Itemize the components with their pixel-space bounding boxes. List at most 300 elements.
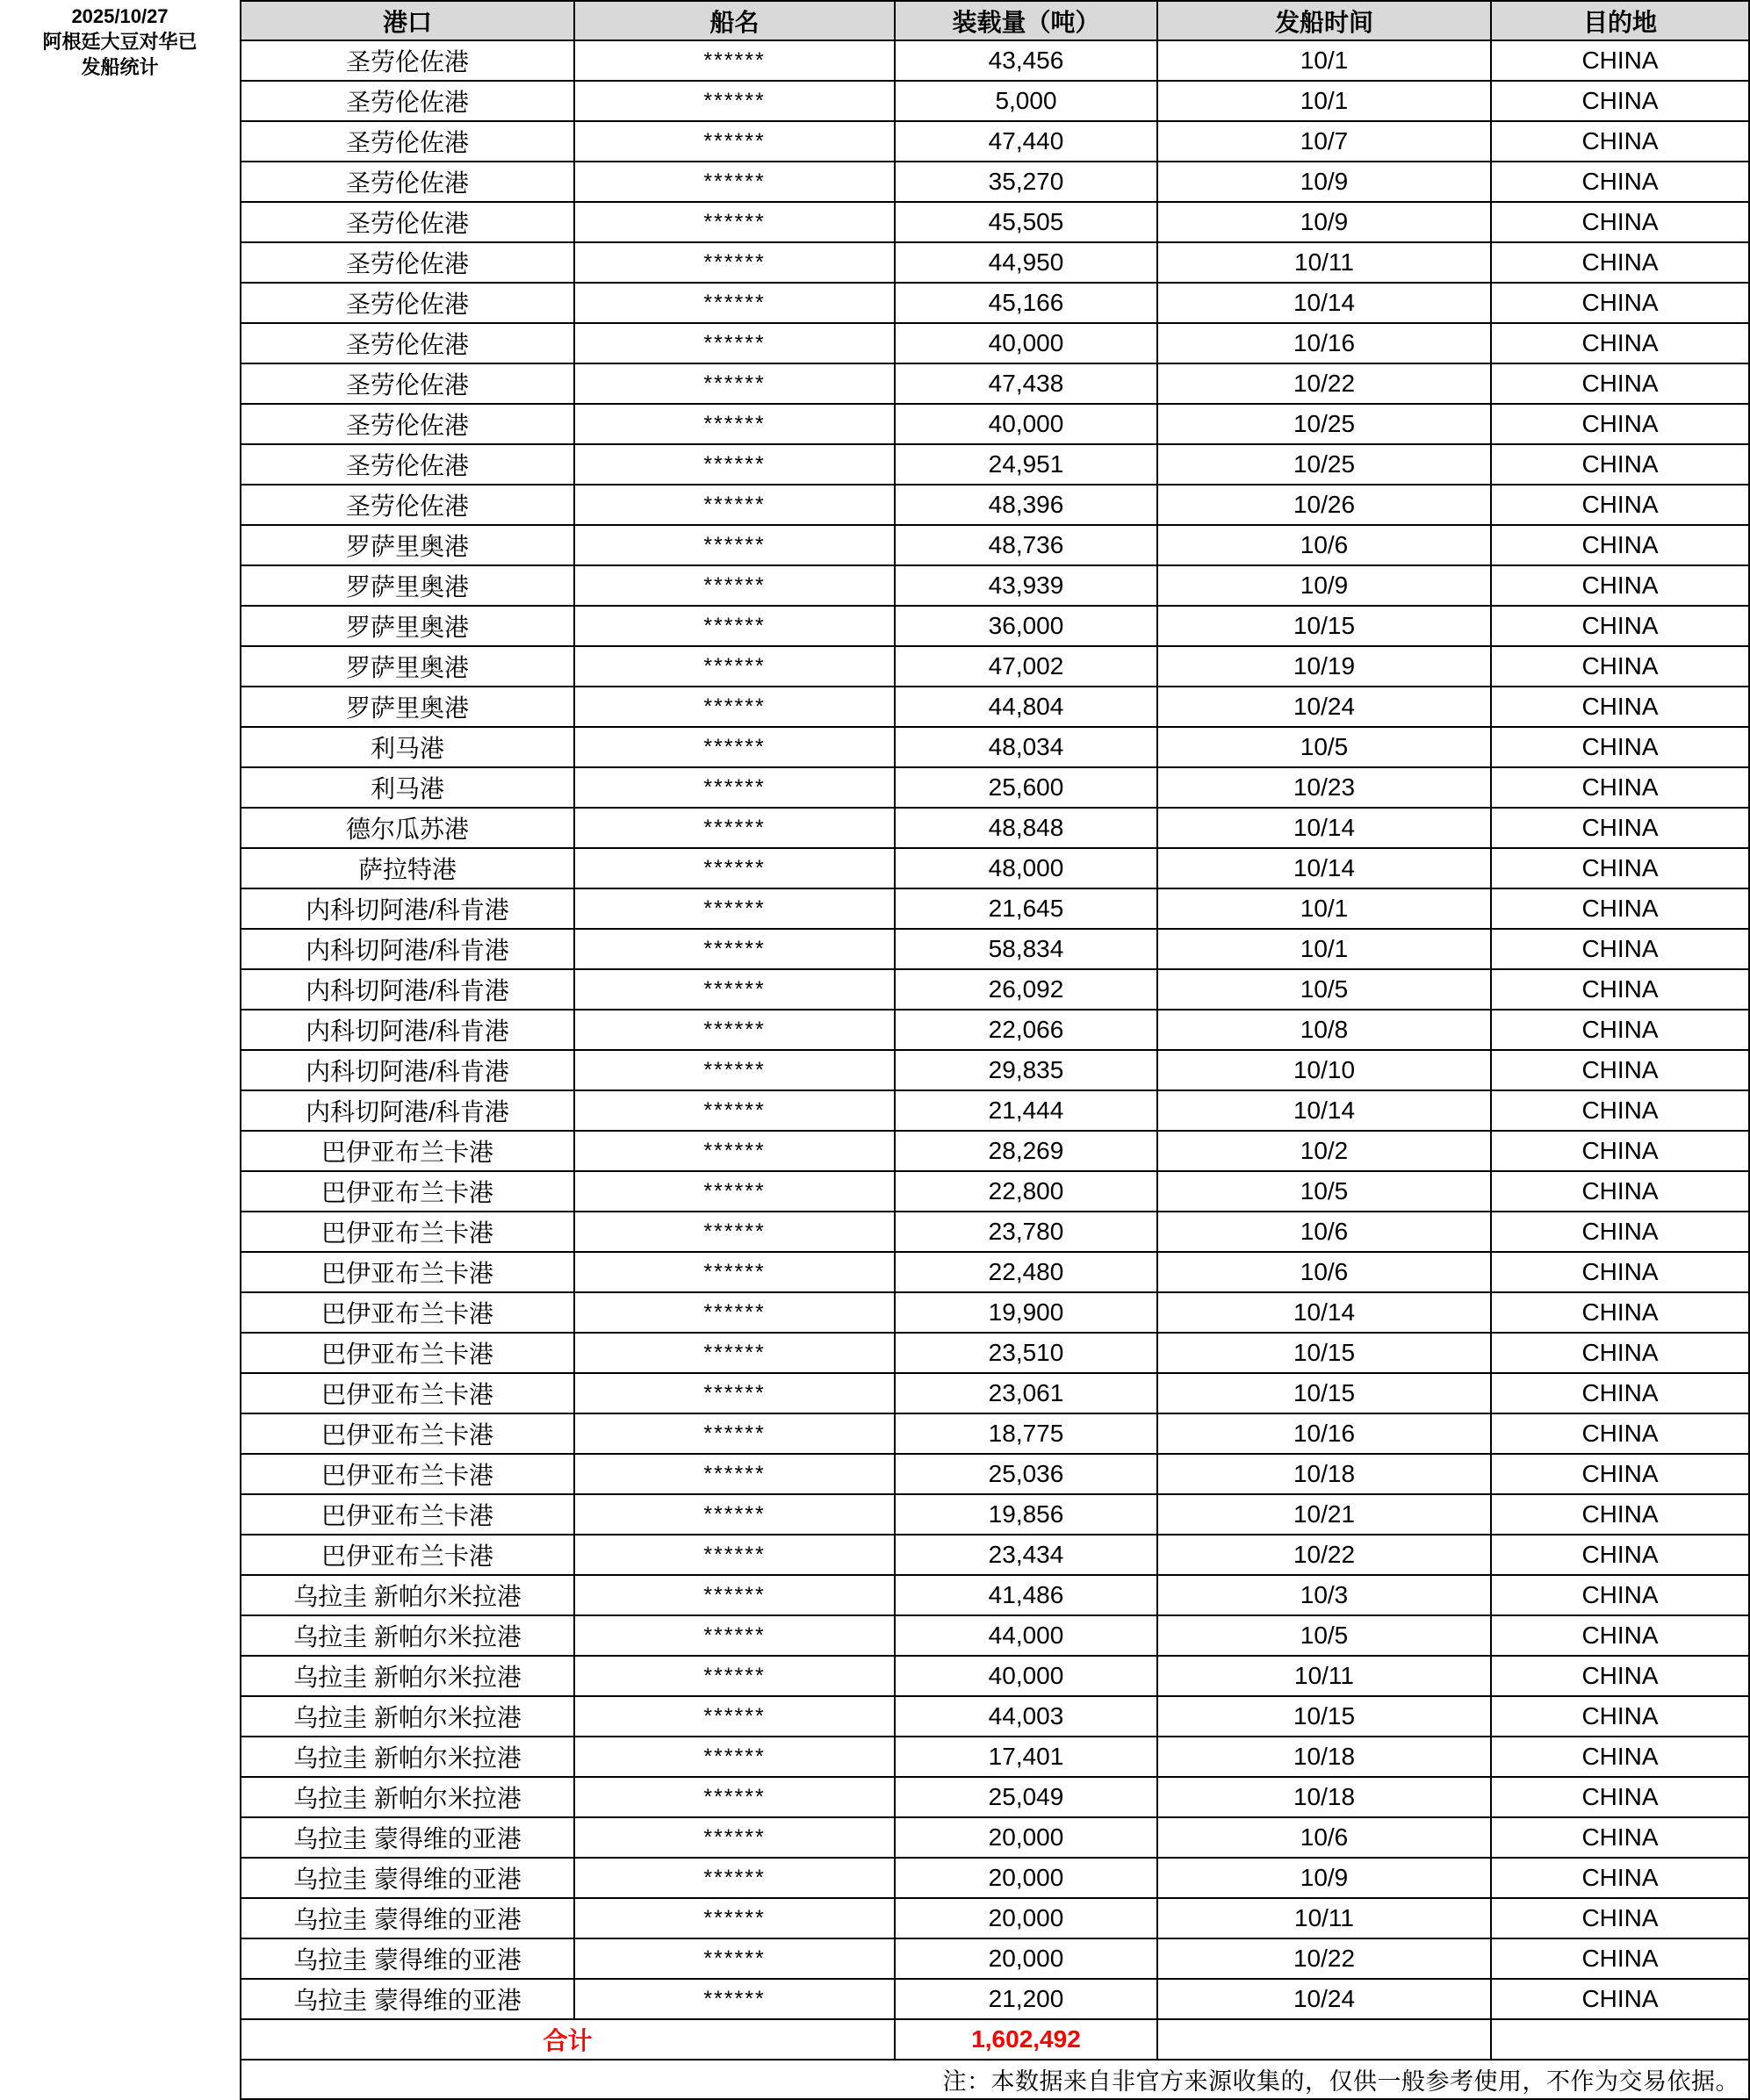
quantity-cell: 47,002 <box>895 646 1157 687</box>
ship-cell: ****** <box>574 1171 895 1212</box>
ship-cell: ****** <box>574 888 895 929</box>
ship-cell: ****** <box>574 1817 895 1858</box>
table-row <box>241 606 1749 646</box>
quantity-cell: 26,092 <box>895 969 1157 1010</box>
date-cell: 10/14 <box>1157 283 1491 323</box>
port-cell: 巴伊亚布兰卡港 <box>241 1373 574 1413</box>
date-cell: 10/6 <box>1157 1817 1491 1858</box>
date-cell: 10/8 <box>1157 1010 1491 1050</box>
destination-cell: CHINA <box>1491 1373 1749 1413</box>
ship-cell: ****** <box>574 1979 895 2019</box>
port-cell: 内科切阿港/科肯港 <box>241 969 574 1010</box>
ship-cell: ****** <box>574 363 895 404</box>
date-cell: 10/6 <box>1157 1212 1491 1252</box>
date-cell: 10/14 <box>1157 808 1491 848</box>
date-cell: 10/6 <box>1157 525 1491 565</box>
port-cell: 圣劳伦佐港 <box>241 121 574 162</box>
total-label: 合计 <box>241 2019 895 2060</box>
destination-cell: CHINA <box>1491 1817 1749 1858</box>
destination-cell: CHINA <box>1491 888 1749 929</box>
port-cell: 巴伊亚布兰卡港 <box>241 1454 574 1494</box>
quantity-cell: 18,775 <box>895 1413 1157 1454</box>
ship-cell: ****** <box>574 1898 895 1938</box>
quantity-cell: 29,835 <box>895 1050 1157 1090</box>
port-cell: 罗萨里奥港 <box>241 525 574 565</box>
destination-cell: CHINA <box>1491 81 1749 121</box>
quantity-cell: 23,061 <box>895 1373 1157 1413</box>
quantity-cell: 20,000 <box>895 1938 1157 1979</box>
quantity-cell: 47,440 <box>895 121 1157 162</box>
date-cell: 10/7 <box>1157 121 1491 162</box>
quantity-cell: 40,000 <box>895 323 1157 363</box>
header-date: 发船时间 <box>1157 1 1491 40</box>
ship-cell: ****** <box>574 1575 895 1615</box>
report-date: 2025/10/27 <box>71 5 169 27</box>
quantity-cell: 45,505 <box>895 202 1157 242</box>
table-row <box>241 1858 1749 1898</box>
quantity-cell: 20,000 <box>895 1858 1157 1898</box>
date-cell: 10/9 <box>1157 1858 1491 1898</box>
date-cell: 10/24 <box>1157 1979 1491 2019</box>
table-row <box>241 242 1749 283</box>
quantity-cell: 20,000 <box>895 1898 1157 1938</box>
quantity-cell: 44,950 <box>895 242 1157 283</box>
table-row <box>241 283 1749 323</box>
destination-cell: CHINA <box>1491 323 1749 363</box>
quantity-cell: 25,036 <box>895 1454 1157 1494</box>
quantity-cell: 24,951 <box>895 444 1157 485</box>
date-cell: 10/15 <box>1157 1373 1491 1413</box>
ship-cell: ****** <box>574 767 895 808</box>
table-row <box>241 646 1749 687</box>
date-cell: 10/11 <box>1157 242 1491 283</box>
quantity-cell: 48,000 <box>895 848 1157 888</box>
date-cell: 10/6 <box>1157 1252 1491 1292</box>
port-cell: 乌拉圭 蒙得维的亚港 <box>241 1898 574 1938</box>
port-cell: 乌拉圭 新帕尔米拉港 <box>241 1777 574 1817</box>
ship-cell: ****** <box>574 646 895 687</box>
date-cell: 10/19 <box>1157 646 1491 687</box>
date-cell: 10/26 <box>1157 485 1491 525</box>
note-text: 注：本数据来自非官方来源收集的，仅供一般参考使用，不作为交易依据。 <box>241 2060 1749 2099</box>
destination-cell: CHINA <box>1491 606 1749 646</box>
quantity-cell: 40,000 <box>895 404 1157 444</box>
date-cell: 10/25 <box>1157 444 1491 485</box>
ship-cell: ****** <box>574 444 895 485</box>
port-cell: 罗萨里奥港 <box>241 687 574 727</box>
quantity-cell: 19,900 <box>895 1292 1157 1333</box>
table-row <box>241 1171 1749 1212</box>
port-cell: 罗萨里奥港 <box>241 565 574 606</box>
destination-cell: CHINA <box>1491 1050 1749 1090</box>
table-row <box>241 1212 1749 1252</box>
total-destination-empty <box>1491 2019 1749 2060</box>
date-cell: 10/16 <box>1157 323 1491 363</box>
date-cell: 10/5 <box>1157 969 1491 1010</box>
date-cell: 10/5 <box>1157 1171 1491 1212</box>
table-row <box>241 162 1749 202</box>
ship-cell: ****** <box>574 808 895 848</box>
destination-cell: CHINA <box>1491 363 1749 404</box>
port-cell: 乌拉圭 新帕尔米拉港 <box>241 1656 574 1696</box>
destination-cell: CHINA <box>1491 1575 1749 1615</box>
date-cell: 10/22 <box>1157 363 1491 404</box>
ship-cell: ****** <box>574 162 895 202</box>
table-row <box>241 81 1749 121</box>
total-date-empty <box>1157 2019 1491 2060</box>
table-row <box>241 1373 1749 1413</box>
destination-cell: CHINA <box>1491 202 1749 242</box>
date-cell: 10/1 <box>1157 40 1491 81</box>
port-cell: 乌拉圭 新帕尔米拉港 <box>241 1575 574 1615</box>
table-row <box>241 1131 1749 1171</box>
ship-cell: ****** <box>574 1212 895 1252</box>
destination-cell: CHINA <box>1491 1090 1749 1131</box>
table-row <box>241 1656 1749 1696</box>
table-row <box>241 1979 1749 2019</box>
destination-cell: CHINA <box>1491 1494 1749 1535</box>
destination-cell: CHINA <box>1491 444 1749 485</box>
table-row <box>241 1090 1749 1131</box>
date-cell: 10/1 <box>1157 929 1491 969</box>
port-cell: 乌拉圭 新帕尔米拉港 <box>241 1737 574 1777</box>
table-footer <box>241 2019 1749 2099</box>
destination-cell: CHINA <box>1491 1615 1749 1656</box>
quantity-cell: 20,000 <box>895 1817 1157 1858</box>
ship-cell: ****** <box>574 242 895 283</box>
ship-cell: ****** <box>574 323 895 363</box>
ship-cell: ****** <box>574 1373 895 1413</box>
ship-cell: ****** <box>574 1858 895 1898</box>
date-cell: 10/18 <box>1157 1737 1491 1777</box>
port-cell: 圣劳伦佐港 <box>241 283 574 323</box>
ship-cell: ****** <box>574 283 895 323</box>
quantity-cell: 43,939 <box>895 565 1157 606</box>
destination-cell: CHINA <box>1491 646 1749 687</box>
date-cell: 10/25 <box>1157 404 1491 444</box>
date-cell: 10/10 <box>1157 1050 1491 1090</box>
quantity-cell: 58,834 <box>895 929 1157 969</box>
ship-cell: ****** <box>574 848 895 888</box>
table-row <box>241 687 1749 727</box>
ship-cell: ****** <box>574 1050 895 1090</box>
date-cell: 10/15 <box>1157 1696 1491 1737</box>
date-cell: 10/22 <box>1157 1535 1491 1575</box>
port-cell: 巴伊亚布兰卡港 <box>241 1413 574 1454</box>
header-port: 港口 <box>241 1 574 40</box>
table-row <box>241 485 1749 525</box>
port-cell: 乌拉圭 蒙得维的亚港 <box>241 1938 574 1979</box>
ship-cell: ****** <box>574 1615 895 1656</box>
date-cell: 10/15 <box>1157 1333 1491 1373</box>
port-cell: 巴伊亚布兰卡港 <box>241 1494 574 1535</box>
destination-cell: CHINA <box>1491 1535 1749 1575</box>
port-cell: 巴伊亚布兰卡港 <box>241 1171 574 1212</box>
date-cell: 10/1 <box>1157 81 1491 121</box>
port-cell: 巴伊亚布兰卡港 <box>241 1131 574 1171</box>
destination-cell: CHINA <box>1491 1252 1749 1292</box>
destination-cell: CHINA <box>1491 969 1749 1010</box>
destination-cell: CHINA <box>1491 1656 1749 1696</box>
destination-cell: CHINA <box>1491 1413 1749 1454</box>
table-header <box>241 1 1749 40</box>
ship-cell: ****** <box>574 1454 895 1494</box>
table-row <box>241 1535 1749 1575</box>
table-row <box>241 808 1749 848</box>
ship-cell: ****** <box>574 687 895 727</box>
destination-cell: CHINA <box>1491 283 1749 323</box>
ship-cell: ****** <box>574 1777 895 1817</box>
port-cell: 圣劳伦佐港 <box>241 363 574 404</box>
table-row <box>241 1898 1749 1938</box>
destination-cell: CHINA <box>1491 525 1749 565</box>
report-title: 阿根廷大豆对华已发船统计 <box>42 31 198 78</box>
table-row <box>241 1938 1749 1979</box>
destination-cell: CHINA <box>1491 1938 1749 1979</box>
date-cell: 10/15 <box>1157 606 1491 646</box>
table-row <box>241 1575 1749 1615</box>
header-ship: 船名 <box>574 1 895 40</box>
table-row <box>241 1494 1749 1535</box>
table-row <box>241 444 1749 485</box>
port-cell: 内科切阿港/科肯港 <box>241 888 574 929</box>
table-row <box>241 888 1749 929</box>
table-row <box>241 323 1749 363</box>
table-body <box>241 40 1749 2019</box>
date-cell: 10/5 <box>1157 1615 1491 1656</box>
table-row <box>241 767 1749 808</box>
date-cell: 10/11 <box>1157 1898 1491 1938</box>
quantity-cell: 48,034 <box>895 727 1157 767</box>
destination-cell: CHINA <box>1491 808 1749 848</box>
ship-cell: ****** <box>574 1131 895 1171</box>
port-cell: 圣劳伦佐港 <box>241 404 574 444</box>
destination-cell: CHINA <box>1491 1333 1749 1373</box>
destination-cell: CHINA <box>1491 848 1749 888</box>
destination-cell: CHINA <box>1491 40 1749 81</box>
date-cell: 10/9 <box>1157 162 1491 202</box>
destination-cell: CHINA <box>1491 929 1749 969</box>
table-row <box>241 1050 1749 1090</box>
quantity-cell: 40,000 <box>895 1656 1157 1696</box>
table-row <box>241 202 1749 242</box>
quantity-cell: 22,066 <box>895 1010 1157 1050</box>
destination-cell: CHINA <box>1491 565 1749 606</box>
destination-cell: CHINA <box>1491 121 1749 162</box>
table-row <box>241 727 1749 767</box>
table-row <box>241 40 1749 81</box>
table-row <box>241 1333 1749 1373</box>
date-cell: 10/14 <box>1157 848 1491 888</box>
header-destination: 目的地 <box>1491 1 1749 40</box>
port-cell: 罗萨里奥港 <box>241 646 574 687</box>
quantity-cell: 23,780 <box>895 1212 1157 1252</box>
ship-cell: ****** <box>574 1413 895 1454</box>
ship-cell: ****** <box>574 1696 895 1737</box>
date-cell: 10/14 <box>1157 1090 1491 1131</box>
date-cell: 10/9 <box>1157 565 1491 606</box>
quantity-cell: 22,480 <box>895 1252 1157 1292</box>
quantity-cell: 22,800 <box>895 1171 1157 1212</box>
date-cell: 10/18 <box>1157 1454 1491 1494</box>
ship-cell: ****** <box>574 1535 895 1575</box>
port-cell: 乌拉圭 蒙得维的亚港 <box>241 1858 574 1898</box>
destination-cell: CHINA <box>1491 485 1749 525</box>
destination-cell: CHINA <box>1491 1010 1749 1050</box>
quantity-cell: 36,000 <box>895 606 1157 646</box>
date-cell: 10/3 <box>1157 1575 1491 1615</box>
port-cell: 利马港 <box>241 767 574 808</box>
date-cell: 10/11 <box>1157 1656 1491 1696</box>
destination-cell: CHINA <box>1491 242 1749 283</box>
quantity-cell: 25,600 <box>895 767 1157 808</box>
destination-cell: CHINA <box>1491 1454 1749 1494</box>
quantity-cell: 5,000 <box>895 81 1157 121</box>
ship-cell: ****** <box>574 404 895 444</box>
destination-cell: CHINA <box>1491 1171 1749 1212</box>
quantity-cell: 19,856 <box>895 1494 1157 1535</box>
table-row <box>241 969 1749 1010</box>
ship-cell: ****** <box>574 606 895 646</box>
table-row <box>241 1696 1749 1737</box>
ship-cell: ****** <box>574 40 895 81</box>
date-cell: 10/2 <box>1157 1131 1491 1171</box>
table-row <box>241 1010 1749 1050</box>
quantity-cell: 41,486 <box>895 1575 1157 1615</box>
quantity-cell: 23,434 <box>895 1535 1157 1575</box>
date-cell: 10/16 <box>1157 1413 1491 1454</box>
shipment-table <box>240 0 1750 2100</box>
port-cell: 内科切阿港/科肯港 <box>241 1010 574 1050</box>
quantity-cell: 48,848 <box>895 808 1157 848</box>
quantity-cell: 21,444 <box>895 1090 1157 1131</box>
destination-cell: CHINA <box>1491 1131 1749 1171</box>
port-cell: 乌拉圭 新帕尔米拉港 <box>241 1615 574 1656</box>
table-row <box>241 1777 1749 1817</box>
date-cell: 10/18 <box>1157 1777 1491 1817</box>
destination-cell: CHINA <box>1491 1898 1749 1938</box>
quantity-cell: 25,049 <box>895 1777 1157 1817</box>
port-cell: 圣劳伦佐港 <box>241 202 574 242</box>
quantity-cell: 48,736 <box>895 525 1157 565</box>
destination-cell: CHINA <box>1491 1737 1749 1777</box>
table-row <box>241 1252 1749 1292</box>
destination-cell: CHINA <box>1491 687 1749 727</box>
port-cell: 圣劳伦佐港 <box>241 162 574 202</box>
table-row <box>241 929 1749 969</box>
port-cell: 乌拉圭 新帕尔米拉港 <box>241 1696 574 1737</box>
date-cell: 10/23 <box>1157 767 1491 808</box>
port-cell: 巴伊亚布兰卡港 <box>241 1535 574 1575</box>
destination-cell: CHINA <box>1491 404 1749 444</box>
ship-cell: ****** <box>574 1656 895 1696</box>
ship-cell: ****** <box>574 929 895 969</box>
date-cell: 10/14 <box>1157 1292 1491 1333</box>
quantity-cell: 23,510 <box>895 1333 1157 1373</box>
port-cell: 内科切阿港/科肯港 <box>241 1090 574 1131</box>
port-cell: 乌拉圭 蒙得维的亚港 <box>241 1817 574 1858</box>
table-row <box>241 121 1749 162</box>
date-cell: 10/21 <box>1157 1494 1491 1535</box>
port-cell: 罗萨里奥港 <box>241 606 574 646</box>
table-row <box>241 1737 1749 1777</box>
ship-cell: ****** <box>574 1252 895 1292</box>
destination-cell: CHINA <box>1491 1777 1749 1817</box>
total-row <box>241 2019 1749 2060</box>
quantity-cell: 44,003 <box>895 1696 1157 1737</box>
port-cell: 巴伊亚布兰卡港 <box>241 1252 574 1292</box>
date-cell: 10/24 <box>1157 687 1491 727</box>
ship-cell: ****** <box>574 525 895 565</box>
quantity-cell: 44,804 <box>895 687 1157 727</box>
port-cell: 圣劳伦佐港 <box>241 242 574 283</box>
ship-cell: ****** <box>574 1938 895 1979</box>
quantity-cell: 21,645 <box>895 888 1157 929</box>
port-cell: 圣劳伦佐港 <box>241 485 574 525</box>
ship-cell: ****** <box>574 1737 895 1777</box>
date-cell: 10/5 <box>1157 727 1491 767</box>
quantity-cell: 35,270 <box>895 162 1157 202</box>
total-quantity: 1,602,492 <box>895 2019 1157 2060</box>
table-row <box>241 525 1749 565</box>
header-quantity: 装载量（吨） <box>895 1 1157 40</box>
report-title-block <box>0 0 240 80</box>
ship-cell: ****** <box>574 1090 895 1131</box>
ship-cell: ****** <box>574 485 895 525</box>
ship-cell: ****** <box>574 565 895 606</box>
table-row <box>241 1615 1749 1656</box>
port-cell: 巴伊亚布兰卡港 <box>241 1333 574 1373</box>
ship-cell: ****** <box>574 1494 895 1535</box>
destination-cell: CHINA <box>1491 162 1749 202</box>
ship-cell: ****** <box>574 1333 895 1373</box>
quantity-cell: 48,396 <box>895 485 1157 525</box>
destination-cell: CHINA <box>1491 727 1749 767</box>
quantity-cell: 45,166 <box>895 283 1157 323</box>
port-cell: 内科切阿港/科肯港 <box>241 929 574 969</box>
port-cell: 萨拉特港 <box>241 848 574 888</box>
table-row <box>241 363 1749 404</box>
port-cell: 利马港 <box>241 727 574 767</box>
port-cell: 德尔瓜苏港 <box>241 808 574 848</box>
destination-cell: CHINA <box>1491 1979 1749 2019</box>
ship-cell: ****** <box>574 969 895 1010</box>
quantity-cell: 21,200 <box>895 1979 1157 2019</box>
table-row <box>241 404 1749 444</box>
quantity-cell: 17,401 <box>895 1737 1157 1777</box>
destination-cell: CHINA <box>1491 1212 1749 1252</box>
quantity-cell: 43,456 <box>895 40 1157 81</box>
table-row <box>241 1292 1749 1333</box>
ship-cell: ****** <box>574 81 895 121</box>
table-row <box>241 1413 1749 1454</box>
destination-cell: CHINA <box>1491 1696 1749 1737</box>
table-row <box>241 565 1749 606</box>
port-cell: 巴伊亚布兰卡港 <box>241 1292 574 1333</box>
port-cell: 内科切阿港/科肯港 <box>241 1050 574 1090</box>
header-row <box>241 1 1749 40</box>
port-cell: 圣劳伦佐港 <box>241 81 574 121</box>
table-row <box>241 848 1749 888</box>
table-row <box>241 1817 1749 1858</box>
ship-cell: ****** <box>574 1292 895 1333</box>
date-cell: 10/22 <box>1157 1938 1491 1979</box>
port-cell: 巴伊亚布兰卡港 <box>241 1212 574 1252</box>
port-cell: 圣劳伦佐港 <box>241 444 574 485</box>
destination-cell: CHINA <box>1491 767 1749 808</box>
ship-cell: ****** <box>574 1010 895 1050</box>
ship-cell: ****** <box>574 202 895 242</box>
